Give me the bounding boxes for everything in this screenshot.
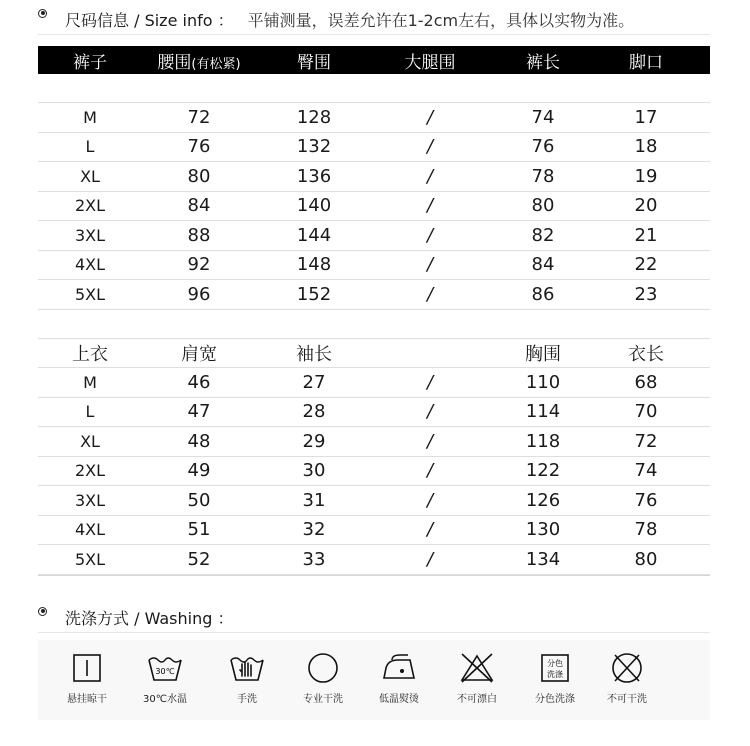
top-cell-x: /	[426, 519, 434, 541]
no-dry-clean-icon	[609, 652, 645, 684]
top-cell-shoulder: 49	[187, 460, 211, 482]
pants-cell-hem: 20	[634, 195, 658, 217]
iron-low-icon	[380, 652, 418, 684]
bullet-icon	[38, 607, 47, 616]
top-cell-x: /	[426, 460, 434, 482]
top-cell-x: /	[426, 430, 434, 452]
pants-cell-waist: 84	[187, 195, 211, 217]
washing-icons	[38, 640, 710, 720]
pants-cell-size: XL	[80, 166, 100, 186]
top-cell-sleeve: 31	[302, 489, 326, 511]
top-header-row	[38, 339, 710, 369]
pants-cell-thigh: /	[426, 283, 434, 305]
size-table	[38, 46, 710, 576]
table-row	[38, 516, 710, 546]
pants-cell-length: 78	[531, 165, 555, 187]
top-cell-size: XL	[80, 431, 100, 451]
top-header-cell: 袖长	[296, 343, 332, 365]
pants-cell-hip: 152	[296, 283, 332, 305]
top-cell-sleeve: 29	[302, 430, 326, 452]
no-bleach-icon	[458, 652, 496, 684]
top-cell-size: 2XL	[74, 461, 106, 481]
size-info-header	[38, 4, 710, 35]
top-cell-length: 70	[634, 401, 658, 423]
top-cell-length: 76	[634, 489, 658, 511]
pants-cell-thigh: /	[426, 136, 434, 158]
pants-header-cell: 裤长	[526, 52, 560, 73]
pants-cell-hip: 140	[296, 195, 332, 217]
table-row	[38, 398, 710, 428]
top-cell-x: /	[426, 371, 434, 393]
pants-header-cell: 裤子	[73, 52, 107, 73]
table-row	[38, 280, 710, 310]
svg-text:洗涤: 洗涤	[547, 670, 563, 679]
top-cell-sleeve: 28	[302, 401, 326, 423]
wash-icon-label: 分色洗涤	[535, 694, 575, 705]
table-row	[38, 192, 710, 222]
pants-cell-length: 82	[531, 224, 555, 246]
pants-cell-length: 84	[531, 254, 555, 276]
pants-cell-size: L	[85, 137, 95, 157]
top-cell-size: M	[83, 372, 97, 392]
washing-label: 洗涤方式 / Washing ：	[65, 608, 234, 628]
pants-cell-hem: 18	[634, 136, 658, 158]
dry-clean-icon	[306, 652, 340, 684]
size-info-label: 尺码信息 / Size info ：	[65, 10, 234, 30]
table-row	[38, 486, 710, 516]
top-cell-length: 68	[634, 371, 658, 393]
no-dry-clean-item	[592, 652, 662, 705]
top-cell-size: 5XL	[74, 549, 106, 569]
pants-cell-size: 3XL	[74, 225, 106, 245]
top-rows	[38, 368, 710, 575]
spacer-row	[38, 74, 710, 103]
top-cell-shoulder: 48	[187, 430, 211, 452]
pants-cell-waist: 92	[187, 254, 211, 276]
pants-cell-size: M	[83, 107, 97, 127]
pants-header-waist: 腰围	[157, 52, 192, 73]
pants-cell-hip: 132	[296, 136, 332, 158]
pants-cell-length: 80	[531, 195, 555, 217]
pants-cell-thigh: /	[426, 106, 434, 128]
pants-cell-hip: 128	[296, 106, 332, 128]
pants-cell-length: 74	[531, 106, 555, 128]
pants-cell-hip: 144	[296, 224, 332, 246]
top-cell-chest: 114	[525, 401, 561, 423]
wash-30-item	[130, 652, 200, 705]
pants-header-cell	[142, 48, 256, 73]
bullet-icon	[38, 9, 47, 18]
top-cell-chest: 130	[525, 519, 561, 541]
top-cell-length: 74	[634, 460, 658, 482]
pants-cell-thigh: /	[426, 254, 434, 276]
top-header-cell: 胸围	[525, 343, 561, 365]
dry-clean-item	[288, 652, 358, 705]
top-cell-size: 4XL	[74, 520, 106, 540]
wash-icon-label: 30℃水温	[143, 694, 187, 705]
pants-header-cell: 大腿围	[404, 52, 456, 73]
table-row	[38, 103, 710, 133]
top-cell-shoulder: 50	[187, 489, 211, 511]
top-cell-sleeve: 30	[302, 460, 326, 482]
table-row	[38, 457, 710, 487]
table-row	[38, 133, 710, 163]
top-cell-size: L	[85, 402, 95, 422]
top-cell-length: 78	[634, 519, 658, 541]
top-cell-x: /	[426, 401, 434, 423]
top-cell-chest: 122	[525, 460, 561, 482]
top-header-cell: 衣长	[628, 343, 664, 365]
wash-icon-label: 低温熨烫	[379, 694, 419, 705]
table-row	[38, 368, 710, 398]
size-info-note: 平铺测量，误差允许在1-2cm左右，具体以实物为准。	[247, 10, 635, 30]
no-bleach-item	[442, 652, 512, 705]
pants-cell-hem: 21	[634, 224, 658, 246]
top-cell-x: /	[426, 489, 434, 511]
wash-icon-label: 不可干洗	[607, 694, 647, 705]
top-cell-shoulder: 52	[187, 548, 211, 570]
pants-header-waist-note: (有松紧)	[191, 56, 241, 72]
pants-header-row	[38, 46, 710, 74]
top-cell-shoulder: 46	[187, 371, 211, 393]
top-cell-sleeve: 32	[302, 519, 326, 541]
pants-header-cell: 臀围	[297, 52, 331, 73]
pants-cell-thigh: /	[426, 165, 434, 187]
pants-cell-hem: 23	[634, 283, 658, 305]
top-cell-chest: 118	[525, 430, 561, 452]
pants-cell-length: 76	[531, 136, 555, 158]
spacer-row	[38, 310, 710, 339]
top-cell-sleeve: 27	[302, 371, 326, 393]
pants-cell-size: 2XL	[74, 196, 106, 216]
separate-wash-icon	[539, 652, 571, 684]
pants-cell-waist: 80	[187, 165, 211, 187]
top-cell-shoulder: 51	[187, 519, 211, 541]
pants-cell-size: 4XL	[74, 255, 106, 275]
pants-rows	[38, 103, 710, 310]
table-row	[38, 251, 710, 281]
pants-header-cell: 脚口	[629, 52, 663, 73]
wash-icon-label: 不可漂白	[457, 694, 497, 705]
top-cell-size: 3XL	[74, 490, 106, 510]
top-cell-sleeve: 33	[302, 548, 326, 570]
pants-cell-hem: 19	[634, 165, 658, 187]
hand-wash-icon	[228, 652, 266, 684]
pants-cell-hip: 148	[296, 254, 332, 276]
washing-header	[38, 602, 710, 633]
top-header-cell: 肩宽	[181, 343, 217, 365]
hang-dry-item	[52, 652, 122, 705]
top-cell-length: 80	[634, 548, 658, 570]
pants-cell-hip: 136	[296, 165, 332, 187]
table-row	[38, 162, 710, 192]
wash-icon-label: 悬挂晾干	[67, 694, 107, 705]
wash-icon-label: 专业干洗	[303, 694, 343, 705]
table-row	[38, 427, 710, 457]
pants-cell-thigh: /	[426, 195, 434, 217]
top-header-cell: 上衣	[72, 343, 108, 365]
svg-text:分色: 分色	[547, 659, 563, 668]
iron-low-item	[364, 652, 434, 705]
top-cell-shoulder: 47	[187, 401, 211, 423]
top-cell-chest: 110	[525, 371, 561, 393]
pants-cell-hem: 17	[634, 106, 658, 128]
pants-cell-waist: 96	[187, 283, 211, 305]
top-cell-x: /	[426, 548, 434, 570]
top-cell-length: 72	[634, 430, 658, 452]
pants-cell-waist: 76	[187, 136, 211, 158]
pants-cell-size: 5XL	[74, 284, 106, 304]
wash-icon-label: 手洗	[237, 694, 257, 705]
top-cell-chest: 134	[525, 548, 561, 570]
pants-cell-length: 86	[531, 283, 555, 305]
pants-cell-hem: 22	[634, 254, 658, 276]
table-row	[38, 221, 710, 251]
pants-cell-thigh: /	[426, 224, 434, 246]
hang-dry-icon	[71, 652, 103, 684]
table-row	[38, 545, 710, 575]
top-cell-chest: 126	[525, 489, 561, 511]
wash-30-icon	[146, 652, 184, 684]
pants-cell-waist: 72	[187, 106, 211, 128]
hand-wash-item	[212, 652, 282, 705]
wash-30-text: 30℃	[155, 667, 175, 676]
pants-cell-waist: 88	[187, 224, 211, 246]
separate-wash-item	[520, 652, 590, 705]
